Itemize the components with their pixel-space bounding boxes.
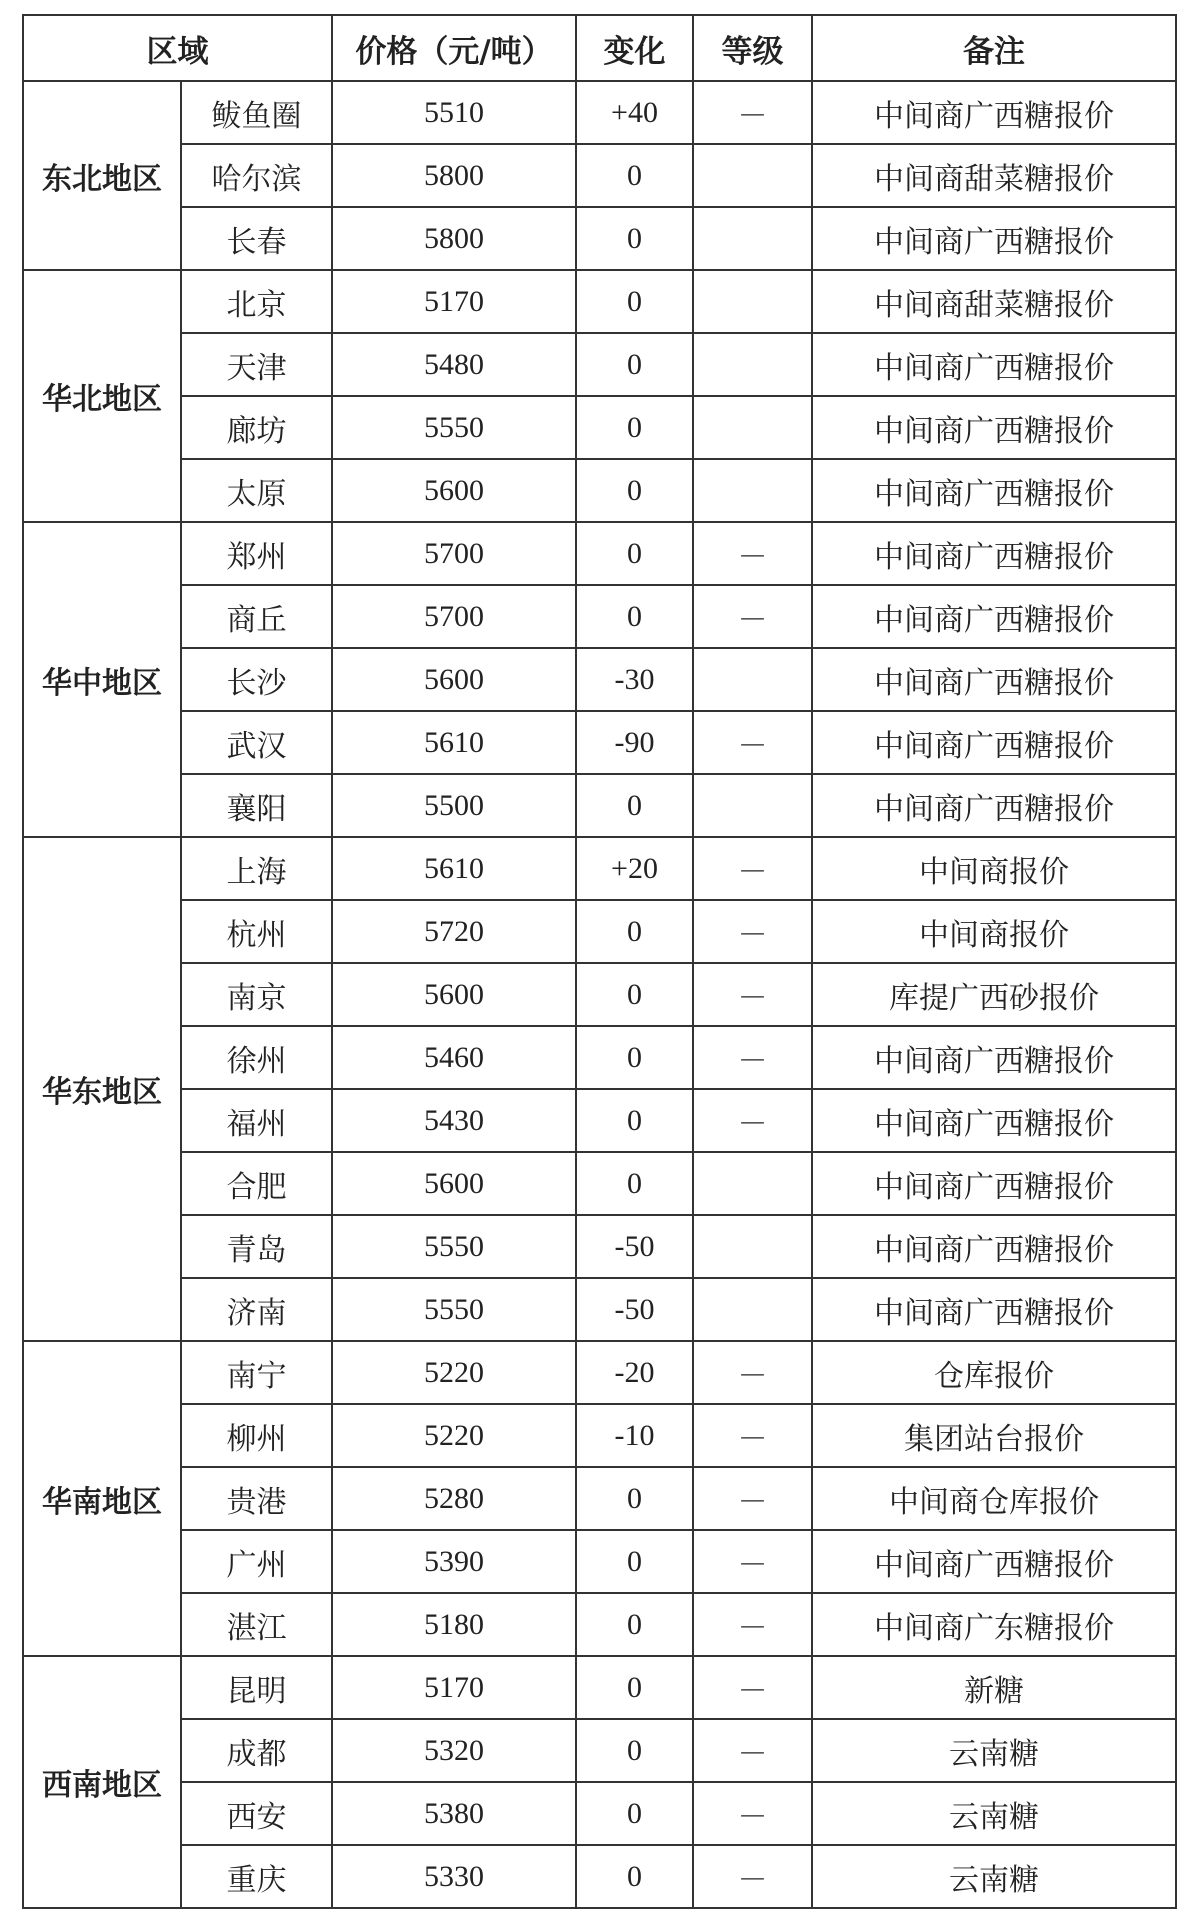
grade-cell — [693, 270, 812, 333]
table-row — [23, 1404, 1176, 1467]
city-cell: 商丘 — [181, 585, 332, 648]
price-cell: 5480 — [332, 333, 576, 396]
change-cell: 0 — [576, 963, 693, 1026]
remark-cell: 中间商广西糖报价 — [812, 396, 1176, 459]
price-cell: 5550 — [332, 396, 576, 459]
remark-cell: 云南糖 — [812, 1719, 1176, 1782]
change-cell: 0 — [576, 1152, 693, 1215]
region-name: 华北地区 — [23, 270, 181, 522]
change-cell: 0 — [576, 1467, 693, 1530]
table-row — [23, 1656, 1176, 1719]
grade-cell: － — [693, 1845, 812, 1908]
price-cell: 5600 — [332, 1152, 576, 1215]
city-cell: 重庆 — [181, 1845, 332, 1908]
table-row — [23, 1278, 1176, 1341]
table-row — [23, 522, 1176, 585]
change-cell: 0 — [576, 1656, 693, 1719]
remark-cell: 中间商广西糖报价 — [812, 585, 1176, 648]
grade-cell: － — [693, 711, 812, 774]
grade-cell — [693, 1278, 812, 1341]
change-cell: 0 — [576, 1782, 693, 1845]
table-row — [23, 711, 1176, 774]
remark-cell: 中间商广西糖报价 — [812, 1215, 1176, 1278]
remark-cell: 库提广西砂报价 — [812, 963, 1176, 1026]
grade-cell: － — [693, 837, 812, 900]
change-cell: 0 — [576, 333, 693, 396]
table-row — [23, 459, 1176, 522]
remark-cell: 中间商报价 — [812, 900, 1176, 963]
price-cell: 5550 — [332, 1278, 576, 1341]
city-cell: 合肥 — [181, 1152, 332, 1215]
price-cell: 5600 — [332, 459, 576, 522]
header-remark: 备注 — [812, 15, 1176, 81]
table-row — [23, 270, 1176, 333]
change-cell: 0 — [576, 1719, 693, 1782]
change-cell: -50 — [576, 1278, 693, 1341]
header-region: 区域 — [23, 15, 332, 81]
city-cell: 杭州 — [181, 900, 332, 963]
region-name: 东北地区 — [23, 81, 181, 270]
price-cell: 5500 — [332, 774, 576, 837]
grade-cell: － — [693, 1719, 812, 1782]
remark-cell: 中间商甜菜糖报价 — [812, 144, 1176, 207]
table-row — [23, 1467, 1176, 1530]
grade-cell — [693, 1152, 812, 1215]
grade-cell: － — [693, 1530, 812, 1593]
change-cell: 0 — [576, 207, 693, 270]
grade-cell: － — [693, 81, 812, 144]
table-row — [23, 1593, 1176, 1656]
remark-cell: 中间商甜菜糖报价 — [812, 270, 1176, 333]
table-row — [23, 1341, 1176, 1404]
remark-cell: 中间商广西糖报价 — [812, 1026, 1176, 1089]
city-cell: 长春 — [181, 207, 332, 270]
price-cell: 5700 — [332, 522, 576, 585]
grade-cell: － — [693, 1782, 812, 1845]
change-cell: -30 — [576, 648, 693, 711]
change-cell: 0 — [576, 1089, 693, 1152]
remark-cell: 中间商广西糖报价 — [812, 459, 1176, 522]
grade-cell — [693, 333, 812, 396]
remark-cell: 中间商广西糖报价 — [812, 1530, 1176, 1593]
price-cell: 5280 — [332, 1467, 576, 1530]
price-cell: 5600 — [332, 648, 576, 711]
city-cell: 昆明 — [181, 1656, 332, 1719]
header-price: 价格（元/吨） — [332, 15, 576, 81]
remark-cell: 中间商仓库报价 — [812, 1467, 1176, 1530]
grade-cell: － — [693, 963, 812, 1026]
price-cell: 5220 — [332, 1341, 576, 1404]
city-cell: 贵港 — [181, 1467, 332, 1530]
remark-cell: 云南糖 — [812, 1782, 1176, 1845]
table-row — [23, 1530, 1176, 1593]
city-cell: 哈尔滨 — [181, 144, 332, 207]
grade-cell — [693, 648, 812, 711]
table-row — [23, 1719, 1176, 1782]
grade-cell: － — [693, 1341, 812, 1404]
table-row — [23, 1026, 1176, 1089]
remark-cell: 仓库报价 — [812, 1341, 1176, 1404]
city-cell: 青岛 — [181, 1215, 332, 1278]
grade-cell: － — [693, 1593, 812, 1656]
city-cell: 北京 — [181, 270, 332, 333]
change-cell: 0 — [576, 144, 693, 207]
change-cell: 0 — [576, 900, 693, 963]
table-row — [23, 1089, 1176, 1152]
grade-cell — [693, 144, 812, 207]
price-cell: 5720 — [332, 900, 576, 963]
table-row — [23, 837, 1176, 900]
city-cell: 福州 — [181, 1089, 332, 1152]
remark-cell: 中间商广西糖报价 — [812, 648, 1176, 711]
change-cell: 0 — [576, 522, 693, 585]
city-cell: 柳州 — [181, 1404, 332, 1467]
table-row — [23, 1845, 1176, 1908]
grade-cell — [693, 459, 812, 522]
remark-cell: 中间商广东糖报价 — [812, 1593, 1176, 1656]
remark-cell: 新糖 — [812, 1656, 1176, 1719]
change-cell: +20 — [576, 837, 693, 900]
price-cell: 5800 — [332, 144, 576, 207]
grade-cell: － — [693, 1404, 812, 1467]
change-cell: 0 — [576, 1845, 693, 1908]
change-cell: +40 — [576, 81, 693, 144]
header-row — [23, 15, 1176, 81]
city-cell: 天津 — [181, 333, 332, 396]
remark-cell: 中间商报价 — [812, 837, 1176, 900]
price-cell: 5460 — [332, 1026, 576, 1089]
change-cell: -90 — [576, 711, 693, 774]
city-cell: 武汉 — [181, 711, 332, 774]
price-cell: 5610 — [332, 837, 576, 900]
table-row — [23, 1782, 1176, 1845]
remark-cell: 中间商广西糖报价 — [812, 774, 1176, 837]
table-row — [23, 1215, 1176, 1278]
price-cell: 5600 — [332, 963, 576, 1026]
change-cell: 0 — [576, 459, 693, 522]
price-cell: 5170 — [332, 1656, 576, 1719]
price-cell: 5800 — [332, 207, 576, 270]
table-row — [23, 1152, 1176, 1215]
remark-cell: 集团站台报价 — [812, 1404, 1176, 1467]
table-row — [23, 963, 1176, 1026]
grade-cell — [693, 396, 812, 459]
price-cell: 5330 — [332, 1845, 576, 1908]
change-cell: 0 — [576, 270, 693, 333]
remark-cell: 中间商广西糖报价 — [812, 207, 1176, 270]
remark-cell: 中间商广西糖报价 — [812, 1152, 1176, 1215]
price-cell: 5430 — [332, 1089, 576, 1152]
grade-cell: － — [693, 522, 812, 585]
change-cell: 0 — [576, 774, 693, 837]
remark-cell: 中间商广西糖报价 — [812, 711, 1176, 774]
price-cell: 5550 — [332, 1215, 576, 1278]
table-row — [23, 207, 1176, 270]
remark-cell: 中间商广西糖报价 — [812, 1278, 1176, 1341]
price-cell: 5700 — [332, 585, 576, 648]
header-grade: 等级 — [693, 15, 812, 81]
price-cell: 5320 — [332, 1719, 576, 1782]
price-cell: 5170 — [332, 270, 576, 333]
change-cell: 0 — [576, 1026, 693, 1089]
remark-cell: 云南糖 — [812, 1845, 1176, 1908]
change-cell: 0 — [576, 1530, 693, 1593]
table-row — [23, 585, 1176, 648]
city-cell: 廊坊 — [181, 396, 332, 459]
city-cell: 济南 — [181, 1278, 332, 1341]
grade-cell — [693, 1215, 812, 1278]
change-cell: -20 — [576, 1341, 693, 1404]
grade-cell: － — [693, 1656, 812, 1719]
change-cell: 0 — [576, 585, 693, 648]
grade-cell: － — [693, 1089, 812, 1152]
price-cell: 5380 — [332, 1782, 576, 1845]
table-row — [23, 900, 1176, 963]
grade-cell: － — [693, 900, 812, 963]
grade-cell: － — [693, 1026, 812, 1089]
region-name: 华东地区 — [23, 837, 181, 1341]
grade-cell: － — [693, 1467, 812, 1530]
city-cell: 鲅鱼圈 — [181, 81, 332, 144]
remark-cell: 中间商广西糖报价 — [812, 522, 1176, 585]
change-cell: 0 — [576, 396, 693, 459]
price-cell: 5510 — [332, 81, 576, 144]
table-row — [23, 396, 1176, 459]
change-cell: -10 — [576, 1404, 693, 1467]
city-cell: 长沙 — [181, 648, 332, 711]
table-row — [23, 81, 1176, 144]
region-name: 华南地区 — [23, 1341, 181, 1656]
city-cell: 襄阳 — [181, 774, 332, 837]
city-cell: 徐州 — [181, 1026, 332, 1089]
table-row — [23, 333, 1176, 396]
table-row — [23, 648, 1176, 711]
price-cell: 5220 — [332, 1404, 576, 1467]
price-table-container — [22, 14, 1177, 1909]
price-cell: 5610 — [332, 711, 576, 774]
table-body — [23, 81, 1176, 1908]
city-cell: 湛江 — [181, 1593, 332, 1656]
price-table — [22, 14, 1177, 1909]
remark-cell: 中间商广西糖报价 — [812, 333, 1176, 396]
remark-cell: 中间商广西糖报价 — [812, 81, 1176, 144]
region-name: 华中地区 — [23, 522, 181, 837]
grade-cell — [693, 774, 812, 837]
header-change: 变化 — [576, 15, 693, 81]
change-cell: 0 — [576, 1593, 693, 1656]
city-cell: 南京 — [181, 963, 332, 1026]
table-row — [23, 774, 1176, 837]
city-cell: 南宁 — [181, 1341, 332, 1404]
city-cell: 成都 — [181, 1719, 332, 1782]
city-cell: 西安 — [181, 1782, 332, 1845]
grade-cell — [693, 207, 812, 270]
change-cell: -50 — [576, 1215, 693, 1278]
price-cell: 5390 — [332, 1530, 576, 1593]
city-cell: 郑州 — [181, 522, 332, 585]
region-name: 西南地区 — [23, 1656, 181, 1908]
grade-cell: － — [693, 585, 812, 648]
remark-cell: 中间商广西糖报价 — [812, 1089, 1176, 1152]
price-cell: 5180 — [332, 1593, 576, 1656]
city-cell: 太原 — [181, 459, 332, 522]
city-cell: 上海 — [181, 837, 332, 900]
city-cell: 广州 — [181, 1530, 332, 1593]
table-row — [23, 144, 1176, 207]
